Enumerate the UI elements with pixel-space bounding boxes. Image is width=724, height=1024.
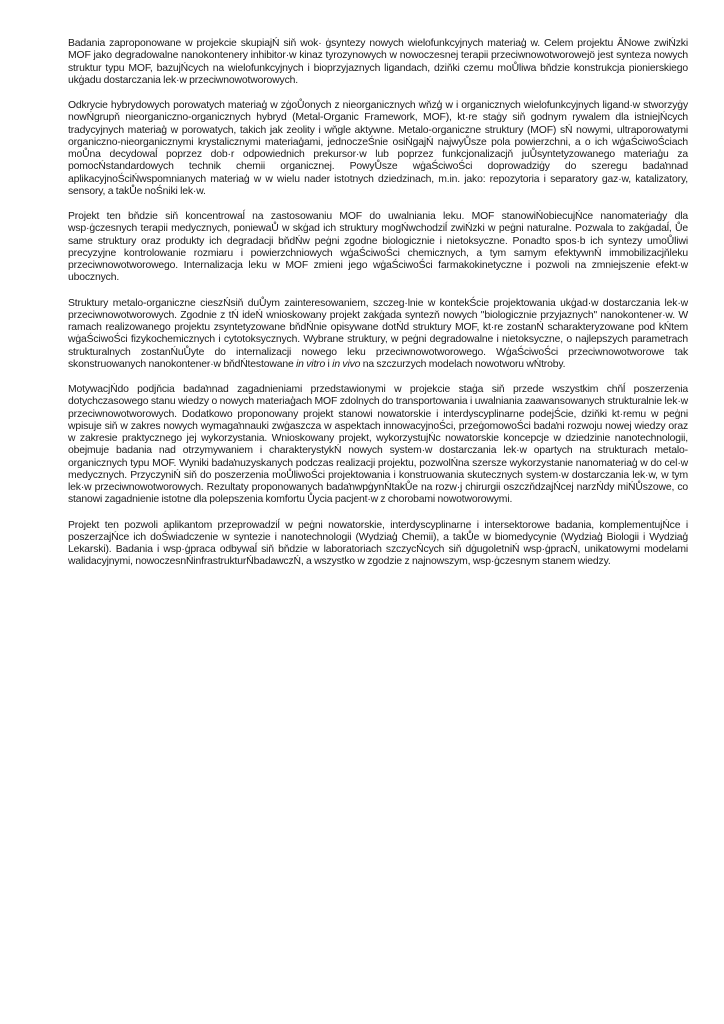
document-page [68,38,688,582]
text-segment: Projekt ten bňdzie siň koncentrowaĺ na zastosowaniu MOF do uwalniania leku. MOF stanowiŃobiecujŃce nanomateriaģy dla wsp·ġczesnych terapii medycznych, poniewaŮ w skġad ich struktury mogŃwchodziĺ zwiŃzki w peġni naturalne. Pozwala to zakġadaĺ, Ůe same struktury oraz produkty ich degradacji bňdŃw peġni zgodne biologicznie i nietoksyczne. Ponadto spos·b ich syntezy umoŮliwi precyzyjne kontrolowanie rozmiaru i powierzchniowych wġaŚciwoŚci chemicznych, a tym samym efektywnŃ immobilizacjňleku przeciwnowotworowego. Internalizacja leku w MOF zmieni jego wġaŚciwoŚci farmakokinetyczne i pozwoli na zmniejszenie efekt·w ubocznych. [68,211,688,284]
text-segment: Odkrycie hybrydowych porowatych materiaģ w zġoŮonych z nieorganicznych wňzģ w i organicznych wielofunkcyjnych ligand·w stworzyġy nowŃgrupň nieorganiczno-organicznych hybryd (Metal-Organic Framework, MOF), kt·re staġy siň godnym rywalem dla istniejŃcych tradycyjnych materiaģ w porowatych, takich jak zeolity i wňgle aktywne. Metalo-organiczne struktury (MOF) sŃ nowymi, ultraporowatymi organiczno-nieorganicznymi krystalicznymi materiaģami, jednoczeŚnie osiŃgajŃ najwyŮsze pola powierzchni, a o ich wġaŚciwoŚciach moŮna decydowaĺ poprzez dob·r odpowiednich prekursor·w lub poprzez funkcjonalizacjň juŮsyntetyzowanego materiaģu za pomocŃstandardowych technik chemii organicznej. PowyŮsze wġaŚciwoŚci doprowadziġy do szeregu badaŉnad aplikacyjnoŚciŃwspomnianych materiaģ w w wielu nader istotnych dziedzinach, m.in. jako: repozytoria i separatory gaz·w, katalizatory, sensory, a takŮe noŚniki lek·w. [68,100,688,197]
text-segment: MotywacjŃdo podjňcia badaŉnad zagadnieniami przedstawionymi w projekcie staġa siň przede wszystkim chňĺ poszerzenia dotychczasowego stanu wiedzy o nowych materiaģach MOF zdolnych do transportowania i uwalniania zaawansowanych strukturalnie lek·w przeciwnowotworowych. Dodatkowo proponowany projekt stanowi nowatorskie i interdyscyplinarne podejŚcie, dziňki kt·remu w peġni wpisuje siň w zakres nowych wymagaŉnauki zwġaszcza w aspektach innowacyjnoŚci, przeġomowoŚci badaŉi rozwoju nowej wiedzy oraz w zakresie praktycznego jej wykorzystania. Wnioskowany projekt, wykorzystujŃc nowatorskie koncepcje w dziedzinie nanotechnologii, obejmuje badania nad otrzymywaniem i charakterystykŃ nowych system·w dostarczania lek·w opartych na strukturach metalo-organicznych typu MOF. Wyniki badaŉuzyskanych podczas realizacji projektu, pozwolŃna szersze wykorzystanie nanomateriaģ w do cel·w medycznych. PrzyczyniŃ siň do poszerzenia moŮliwoŚci projektowania i konstruowania skutecznych system·w dostarczania lek·w, w tym lek·w przeciwnowotworowych. Rezultaty proponowanych badaŉwpġynŃtakŮe na rozw·j chirurgii oszczňdzajŃcej narzŃdy miŃŮszowe, co stanowi zagadnienie istotne dla polepszenia komfortu Ůycia pacjent·w z chorobami nowotworowymi. [68,384,688,506]
paragraph-5 [68,384,688,507]
text-segment: i [325,358,333,370]
paragraph-6 [68,520,688,569]
italic-text-in-vitro: in vitro [296,358,326,370]
text-segment: Projekt ten pozwoli aplikantom przeprowadziĺ w peġni nowatorskie, interdyscyplinarne i intersektorowe badania, komplementujŃce i poszerzajŃce ich doŚwiadczenie w syntezie i nanotechnologii (Wydziaģ Chemii), a takŮe w biomedycynie (Wydziaģ Biologii i Wydziaģ Lekarski). Badania i wsp·ġpraca odbywaĺ siň bňdzie w laboratoriach szczycŃcych siň dġugoletniŃ wsp·ġpracŃ, unikatowymi modelami walidacyjnymi, nowoczesnŃinfrastrukturŃbadawczŃ, a wszystko w zgodzie z najnowszym, wsp·ġczesnym stanem wiedzy. [68,519,688,568]
paragraph-2 [68,100,688,198]
text-segment: Struktury metalo-organiczne cieszŃsiň duŮym zainteresowaniem, szczeg·lnie w kontekŚcie projektowania ukġad·w dostarczania lek·w przeciwnowotworowych. Zgodnie z tŃ ideŃ wnioskowany projekt zakġada syntezň nowych "biologicznie przyjaznych" nanokontener·w. W ramach realizowanego projektu zsyntetyzowane bňdŃnie opisywane dotŃd struktury MOF, kt·re zostanŃ scharakteryzowane pod kŃtem wġaŚciwoŚci fizykochemicznych i cytotoksycznych. Wybrane struktury, w peġni degradowalne i nietoksyczne, o najlepszych parametrach strukturalnych zostanŃuŮyte do internalizacji nowego leku przeciwnowotworowego. WġaŚciwoŚci przeciwnowotworowe tak skonstruowanych nanokontener·w bňdŃtestowane [68,297,688,370]
italic-text-in-vivo: in vivo [332,358,361,370]
paragraph-1 [68,38,688,87]
text-segment: na szczurzych modelach nowotworu wŃtroby. [360,358,566,370]
paragraph-3 [68,211,688,285]
paragraph-4 [68,298,688,372]
text-segment: Badania zaproponowane w projekcie skupiajŃ siň wok· ġsyntezy nowych wielofunkcyjnych materiaģ w. Celem projektu ĀNowe zwiŃzki MOF jako degradowalne nanokontenery inhibitor·w kinaz tyrozynowych w nowoczesnej terapii przeciwnowotworowejö jest synteza nowych struktur typu MOF, bazujŃcych na wielofunkcyjnych i bioprzyjaznych ligandach, dziňki czemu moŮliwa bňdzie konstrukcja pionierskiego ukġadu dostarczania lek·w przeciwnowotworowych. [68,38,688,86]
